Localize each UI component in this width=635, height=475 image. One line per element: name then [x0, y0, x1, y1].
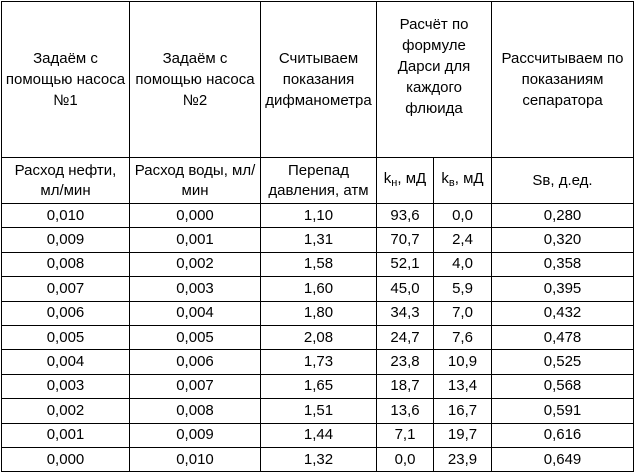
header-k-oil: [377, 158, 434, 204]
sw-cell: 0,478: [492, 325, 634, 349]
pressure-drop-cell: 1,31: [261, 228, 377, 252]
sw-cell: 0,320: [492, 228, 634, 252]
water-rate-cell: 0,005: [130, 325, 261, 349]
table-row: [2, 204, 634, 228]
table-row: [2, 374, 634, 398]
header-pressure-drop: Перепад давления, атм: [261, 158, 377, 204]
water-rate-cell: 0,006: [130, 350, 261, 374]
header-darcy: Расчёт по формуле Дарси для каждого флюида: [377, 2, 492, 158]
sw-cell: 0,280: [492, 204, 634, 228]
pressure-drop-cell: 1,60: [261, 277, 377, 301]
water-rate-cell: 0,000: [130, 204, 261, 228]
k-water-subscript: в: [448, 176, 455, 189]
water-rate-cell: 0,002: [130, 252, 261, 276]
k-water-cell: 13,4: [434, 374, 492, 398]
table-row: [2, 350, 634, 374]
k-oil-cell: 13,6: [377, 399, 434, 423]
k-oil-symbol: k: [383, 169, 392, 187]
pressure-drop-cell: 1,32: [261, 447, 377, 471]
header-row-quantities: [2, 158, 634, 204]
oil-rate-cell: 0,009: [2, 228, 130, 252]
k-oil-cell: 18,7: [377, 374, 434, 398]
oil-rate-cell: 0,008: [2, 252, 130, 276]
pressure-drop-cell: 1,80: [261, 301, 377, 325]
k-water-cell: 16,7: [434, 399, 492, 423]
oil-rate-cell: 0,002: [2, 399, 130, 423]
k-oil-cell: 7,1: [377, 423, 434, 447]
header-sw: Sв, д.ед.: [492, 158, 634, 204]
oil-rate-cell: 0,007: [2, 277, 130, 301]
k-oil-cell: 93,6: [377, 204, 434, 228]
sw-cell: 0,358: [492, 252, 634, 276]
pressure-drop-cell: 1,58: [261, 252, 377, 276]
data-table: [1, 1, 634, 472]
header-water-rate: Расход воды, мл/мин: [130, 158, 261, 204]
k-oil-cell: 52,1: [377, 252, 434, 276]
k-water-cell: 23,9: [434, 447, 492, 471]
k-water-cell: 2,4: [434, 228, 492, 252]
oil-rate-cell: 0,000: [2, 447, 130, 471]
table-row: [2, 228, 634, 252]
k-oil-cell: 0,0: [377, 447, 434, 471]
header-oil-rate: Расход нефти, мл/мин: [2, 158, 130, 204]
k-oil-subscript: н: [391, 176, 398, 189]
pressure-drop-cell: 1,51: [261, 399, 377, 423]
oil-rate-cell: 0,010: [2, 204, 130, 228]
k-water-cell: 7,6: [434, 325, 492, 349]
oil-rate-cell: 0,003: [2, 374, 130, 398]
k-water-cell: 10,9: [434, 350, 492, 374]
pressure-drop-cell: 1,65: [261, 374, 377, 398]
sw-cell: 0,591: [492, 399, 634, 423]
k-water-cell: 7,0: [434, 301, 492, 325]
table-row: [2, 399, 634, 423]
k-oil-cell: 45,0: [377, 277, 434, 301]
k-oil-cell: 23,8: [377, 350, 434, 374]
header-pump1: Задаём с помощью насоса №1: [2, 2, 130, 158]
water-rate-cell: 0,001: [130, 228, 261, 252]
header-manometer: Считываем показания дифманометра: [261, 2, 377, 158]
table-row: [2, 325, 634, 349]
water-rate-cell: 0,003: [130, 277, 261, 301]
sw-cell: 0,649: [492, 447, 634, 471]
k-oil-cell: 24,7: [377, 325, 434, 349]
table-row: [2, 301, 634, 325]
k-oil-cell: 34,3: [377, 301, 434, 325]
water-rate-cell: 0,010: [130, 447, 261, 471]
k-oil-unit: , мД: [397, 169, 427, 187]
k-water-cell: 4,0: [434, 252, 492, 276]
pressure-drop-cell: 1,44: [261, 423, 377, 447]
water-rate-cell: 0,008: [130, 399, 261, 423]
sw-cell: 0,432: [492, 301, 634, 325]
water-rate-cell: 0,004: [130, 301, 261, 325]
table-row: [2, 277, 634, 301]
oil-rate-cell: 0,004: [2, 350, 130, 374]
k-water-unit: , мД: [454, 169, 484, 187]
table-row: [2, 447, 634, 471]
k-water-cell: 0,0: [434, 204, 492, 228]
oil-rate-cell: 0,005: [2, 325, 130, 349]
sw-cell: 0,616: [492, 423, 634, 447]
header-k-water: [434, 158, 492, 204]
header-pump2: Задаём с помощью насоса №2: [130, 2, 261, 158]
k-water-symbol: k: [441, 169, 449, 187]
water-rate-cell: 0,007: [130, 374, 261, 398]
pressure-drop-cell: 1,73: [261, 350, 377, 374]
oil-rate-cell: 0,006: [2, 301, 130, 325]
k-oil-cell: 70,7: [377, 228, 434, 252]
water-rate-cell: 0,009: [130, 423, 261, 447]
k-water-cell: 5,9: [434, 277, 492, 301]
oil-rate-cell: 0,001: [2, 423, 130, 447]
sw-cell: 0,525: [492, 350, 634, 374]
pressure-drop-cell: 1,10: [261, 204, 377, 228]
sw-cell: 0,568: [492, 374, 634, 398]
header-separator: Рассчитываем по показаниям сепаратора: [492, 2, 634, 158]
sw-cell: 0,395: [492, 277, 634, 301]
table-row: [2, 252, 634, 276]
k-water-cell: 19,7: [434, 423, 492, 447]
header-row-procedure: [2, 2, 634, 158]
table-row: [2, 423, 634, 447]
pressure-drop-cell: 2,08: [261, 325, 377, 349]
